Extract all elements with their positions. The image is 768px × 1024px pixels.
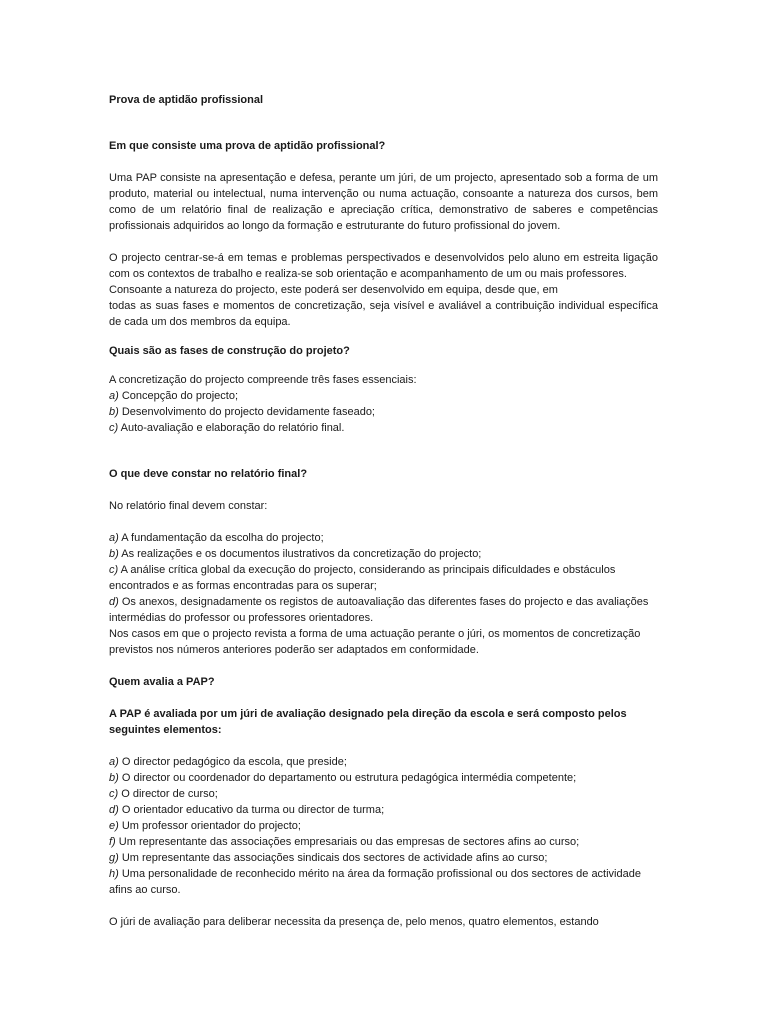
list-item: d) Os anexos, designadamente os registos de autoavaliação das diferentes fases do projecto e das avaliações intermédias do professor ou professores orientadores. [109, 596, 649, 624]
report-closing: Nos casos em que o projecto revista a forma de uma actuação perante o júri, os momentos de concretização previstos nos números anteriores poderão ser adaptados em conformidade. [109, 628, 641, 656]
list-item: a) A fundamentação da escolha do projecto; [109, 532, 324, 544]
list-item: c) O director de curso; [109, 788, 218, 800]
report-intro: No relatório final devem constar: [109, 500, 268, 512]
paragraph-definition: Uma PAP consiste na apresentação e defesa, perante um júri, de um projecto, apresentado sob a forma de um produto, material ou intelectual, numa intervenção ou numa actuação, consoante a natureza dos cursos, bem como de um relatório final de realização e apreciação crítica, demonstrativo de saberes e competências profissionais adquiridos ao longo da formação e estruturante do futuro profissional do jovem. [109, 172, 658, 232]
paragraph-team-rest: todas as suas fases e momentos de concretização, seja visível e avaliável a contribuição individual específica de cada um dos membros da equipa. [109, 300, 658, 328]
phases-intro: A concretização do projecto compreende três fases essenciais: [109, 374, 417, 386]
list-item: b) As realizações e os documentos ilustrativos da concretização do projecto; [109, 548, 482, 560]
section-heading-who-evaluates: Quem avalia a PAP? [109, 676, 215, 688]
section-heading-final-report: O que deve constar no relatório final? [109, 468, 308, 480]
paragraph-project-focus: O projecto centrar-se-á em temas e problemas perspectivados e desenvolvidos pelo aluno em estreita ligação com os contextos de trabalho e realiza-se sob orientação e acompanhamento de um ou mais professores. [109, 252, 658, 280]
list-item: a) Concepção do projecto; [109, 390, 239, 402]
list-item: f) Um representante das associações empresariais ou das empresas de sectores afins ao curso; [109, 836, 580, 848]
section-heading-phases: Quais são as fases de construção do projeto? [109, 345, 350, 357]
list-item: b) Desenvolvimento do projecto devidamente faseado; [109, 406, 375, 418]
list-item: g) Um representante das associações sindicais dos sectores de actividade afins ao curso; [109, 852, 548, 864]
paragraph-team-line1: Consoante a natureza do projecto, este poderá ser desenvolvido em equipa, desde que, em [109, 284, 558, 296]
list-item: a) O director pedagógico da escola, que preside; [109, 756, 347, 768]
document-body [109, 92, 658, 930]
list-item: e) Um professor orientador do projecto; [109, 820, 301, 832]
jury-closing: O júri de avaliação para deliberar necessita da presença de, pelo menos, quatro elementos, estando [109, 916, 599, 928]
list-item: b) O director ou coordenador do departamento ou estrutura pedagógica intermédia competente; [109, 772, 577, 784]
list-item: d) O orientador educativo da turma ou director de turma; [109, 804, 385, 816]
document-title: Prova de aptidão profissional [109, 94, 264, 106]
list-item: c) Auto-avaliação e elaboração do relatório final. [109, 422, 345, 434]
list-item: c) A análise crítica global da execução do projecto, considerando as principais dificuldades e obstáculos encontrados e as formas encontradas para os superar; [109, 564, 616, 592]
jury-intro: A PAP é avaliada por um júri de avaliação designado pela direção da escola e será composto pelos seguintes elementos: [109, 708, 627, 736]
list-item: h) Uma personalidade de reconhecido mérito na área da formação profissional ou dos sectores de actividade afins ao curso. [109, 868, 641, 896]
section-heading-what-is-pap: Em que consiste uma prova de aptidão profissional? [109, 140, 386, 152]
